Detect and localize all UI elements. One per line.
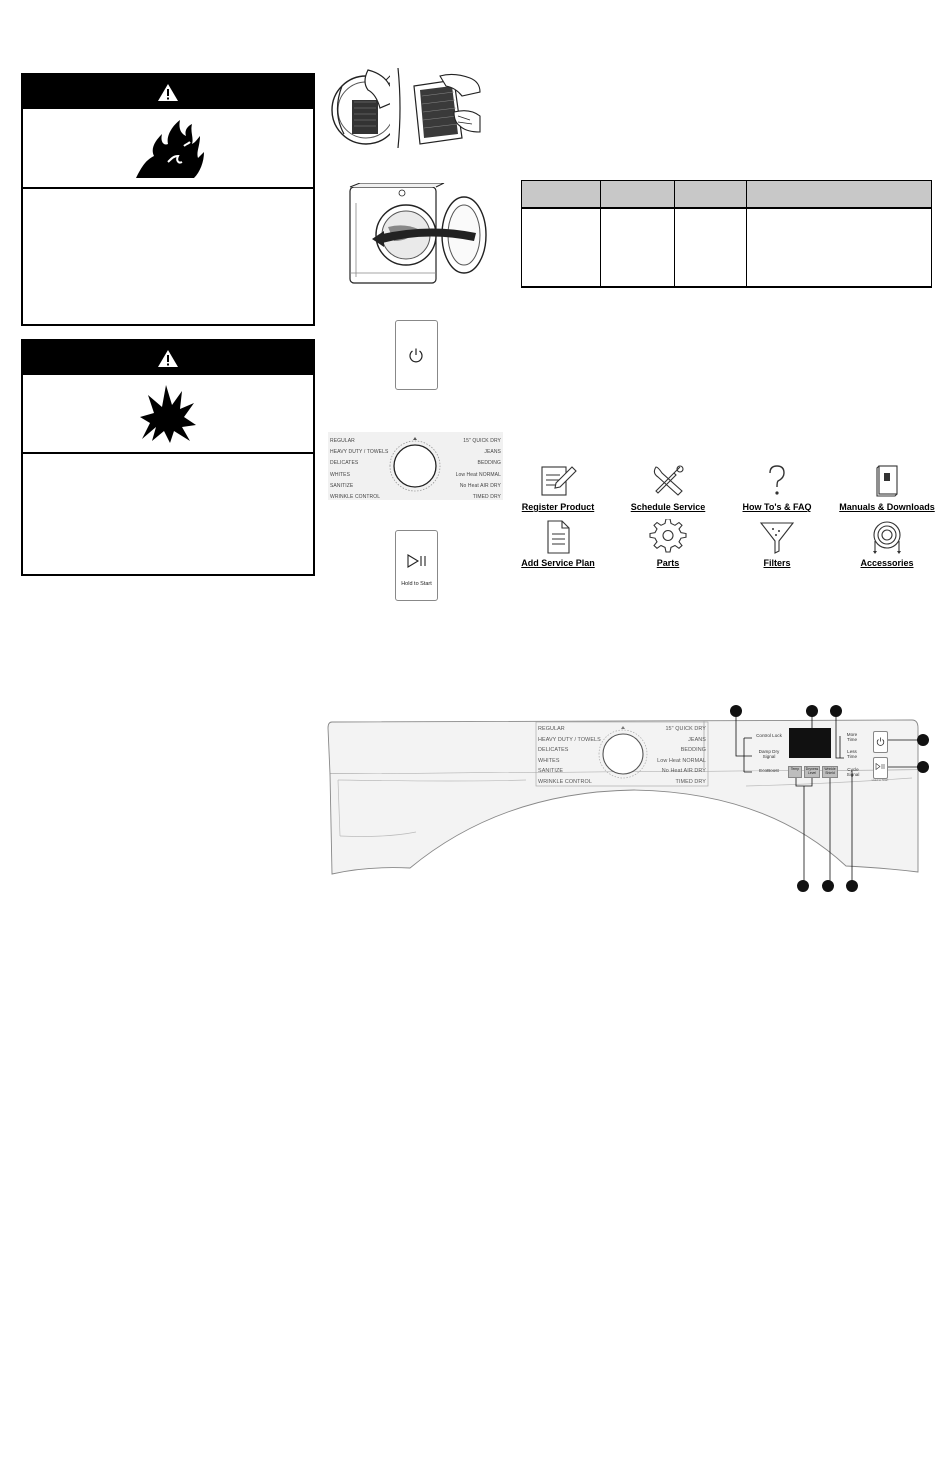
start-button-label: Hold to Start	[401, 581, 432, 587]
quick-link-label: Schedule Service	[630, 502, 706, 512]
panel-hold-to-start-label: Hold to Start	[871, 778, 889, 782]
gear-icon	[648, 519, 688, 555]
explosion-icon	[136, 383, 200, 445]
quick-link-label: Add Service Plan	[521, 558, 595, 568]
dial-label-right: 15" QUICK DRY	[463, 438, 501, 444]
panel-cycle-dial-knob[interactable]	[592, 722, 654, 786]
table-header-cell	[522, 181, 601, 209]
table-header-row	[522, 181, 932, 209]
dial-label-right: TIMED DRY	[675, 779, 706, 785]
dryer-open-door-illustration	[348, 183, 494, 287]
quick-link-manuals-downloads[interactable]	[827, 463, 947, 512]
quick-link-label: Register Product	[521, 502, 595, 512]
hose-icon	[867, 519, 907, 555]
dial-label-right: BEDDING	[680, 747, 706, 754]
funnel-icon	[757, 519, 797, 555]
dial-label-left: DELICATES	[330, 460, 359, 467]
quick-link-schedule-service[interactable]	[608, 463, 728, 512]
dial-label-left: REGULAR	[538, 726, 565, 732]
power-icon	[408, 347, 424, 363]
dial-label-right: Low Heat NORMAL	[455, 471, 501, 478]
quick-link-add-service-plan[interactable]	[498, 519, 618, 568]
ecoboost-label: EcoBoost	[759, 768, 779, 773]
warning-triangle-icon	[157, 349, 179, 368]
more-time-label: More Time	[846, 732, 858, 742]
dial-label-left: WHITES	[538, 757, 560, 764]
table-cell	[601, 208, 675, 287]
lint-filter-removal-illustration	[328, 68, 410, 148]
question-icon	[757, 463, 797, 499]
panel-dial-area	[536, 722, 708, 786]
dial-label-right: 15" QUICK DRY	[665, 726, 706, 732]
quick-link-label: Parts	[656, 558, 680, 568]
dial-label-left: WRINKLE CONTROL	[538, 779, 592, 785]
dryness-level-button[interactable]: Dryness Level	[804, 766, 820, 778]
quick-link-label: Manuals & Downloads	[839, 502, 935, 512]
table-header-cell	[601, 181, 675, 209]
warning-header	[23, 75, 313, 109]
temp-button[interactable]: Temp	[788, 766, 802, 778]
callout-marker	[806, 705, 818, 717]
cycle-signal-label: Cycle Signal	[846, 767, 860, 777]
explosion-warning-box	[21, 339, 315, 576]
table-cell	[522, 208, 601, 287]
manual-icon	[867, 463, 907, 499]
register-icon	[538, 463, 578, 499]
quick-link-label: Accessories	[860, 558, 914, 568]
lint-filter-cleaning-illustration	[410, 72, 482, 148]
callout-lines	[730, 706, 930, 892]
dial-label-right: JEANS	[688, 736, 706, 743]
less-time-label: Less Time	[846, 749, 858, 759]
damp-dry-signal-label: Damp Dry Signal	[758, 749, 780, 759]
wrinkle-shield-button[interactable]: Wrinkle Shield	[822, 766, 838, 778]
fire-warning-body	[23, 189, 313, 319]
quick-link-how-tos-faq[interactable]	[717, 463, 837, 512]
dial-label-right: TIMED DRY	[472, 494, 501, 500]
power-button[interactable]	[395, 320, 438, 390]
dial-label-right: No Heat AIR DRY	[459, 482, 501, 489]
spec-table	[521, 180, 932, 288]
table-cell	[675, 208, 747, 287]
dial-label-right: JEANS	[484, 449, 501, 456]
table-header-cell	[747, 181, 932, 209]
start-pause-button[interactable]	[395, 530, 438, 601]
play-pause-icon	[406, 554, 428, 568]
callout-marker	[917, 761, 929, 773]
dial-label-left: SANITIZE	[330, 482, 354, 489]
callout-marker	[846, 880, 858, 892]
dial-label-left: WHITES	[330, 471, 351, 478]
fire-symbol-area	[23, 109, 313, 189]
fire-icon	[128, 116, 208, 180]
callout-marker	[797, 880, 809, 892]
dial-label-right: BEDDING	[477, 460, 501, 467]
warning-triangle-icon	[157, 83, 179, 102]
dial-label-left: SANITIZE	[538, 768, 564, 775]
quick-link-accessories[interactable]	[827, 519, 947, 568]
quick-link-register-product[interactable]	[498, 463, 618, 512]
dial-label-left: HEAVY DUTY / TOWELS	[330, 449, 389, 456]
table-cell	[747, 208, 932, 287]
quick-link-label: How To's & FAQ	[742, 502, 812, 512]
quick-link-label: Filters	[763, 558, 791, 568]
cycle-dial-knob[interactable]	[384, 432, 446, 500]
table-row	[522, 208, 932, 287]
dial-label-right: No Heat AIR DRY	[661, 768, 706, 775]
tools-icon	[648, 463, 688, 499]
callout-marker	[822, 880, 834, 892]
callout-marker	[830, 705, 842, 717]
explosion-symbol-area	[23, 375, 313, 454]
quick-link-filters[interactable]	[717, 519, 837, 568]
control-lock-label: Control Lock	[756, 733, 782, 738]
quick-link-parts[interactable]	[608, 519, 728, 568]
cycle-dial-panel	[328, 432, 503, 500]
table-header-cell	[675, 181, 747, 209]
dial-label-left: REGULAR	[330, 438, 355, 444]
dial-label-left: DELICATES	[538, 747, 569, 754]
warning-header	[23, 341, 313, 375]
dial-label-left: HEAVY DUTY / TOWELS	[538, 736, 601, 743]
explosion-warning-body	[23, 454, 313, 570]
dial-label-right: Low Heat NORMAL	[657, 757, 706, 764]
callout-marker	[917, 734, 929, 746]
fire-warning-box	[21, 73, 315, 326]
callout-marker	[730, 705, 742, 717]
document-icon	[538, 519, 578, 555]
dial-label-left: WRINKLE CONTROL	[330, 494, 381, 500]
